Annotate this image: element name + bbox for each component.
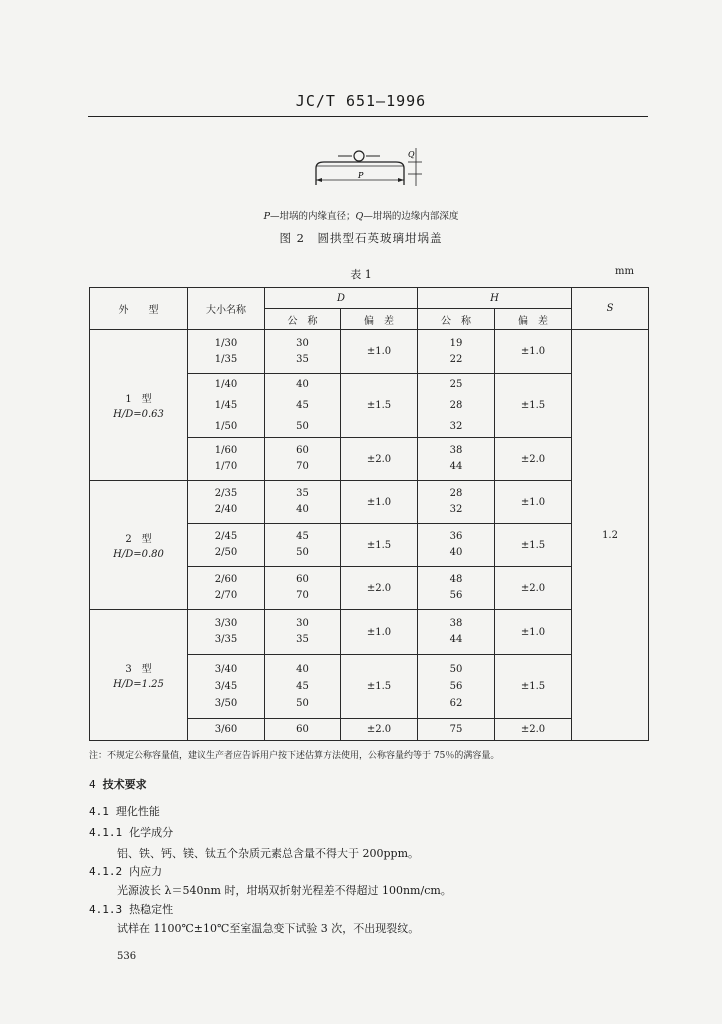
d-nominal-cell: 60 — [296, 574, 309, 585]
h-nominal-cell: 44 — [449, 461, 463, 472]
table-row — [90, 330, 649, 374]
size-cell: 2/40 — [214, 504, 238, 515]
table-unit: mm — [615, 266, 634, 277]
d-nominal-cell: 35 — [296, 634, 309, 645]
d-deviation-cell: ±1.0 — [341, 481, 418, 524]
page-number: 536 — [117, 951, 137, 962]
section-4-1-3-text: 试样在 1100℃±10℃至室温急变下试验 3 次，不出现裂纹。 — [117, 922, 420, 935]
h-deviation-cell: ±1.5 — [495, 655, 572, 719]
section-number: 4.1.3 — [89, 903, 123, 916]
size-cell: 2/70 — [214, 590, 238, 601]
size-cell: 1/50 — [214, 421, 238, 432]
section-title: 热稳定性 — [129, 903, 174, 916]
h-nominal-cell: 19 — [449, 337, 463, 349]
crucible-lid-figure — [300, 140, 430, 192]
legend-p-text: —坩埚的内缘直径； — [270, 211, 356, 222]
h-nominal-cell: 48 — [449, 574, 463, 585]
d-deviation-cell: ±2.0 — [341, 567, 418, 610]
size-cell: 3/40 — [214, 664, 238, 675]
d-nominal-cell: 30 — [296, 337, 309, 349]
header-s: S — [572, 288, 649, 330]
legend-q-text: —坩埚的边缘内部深度 — [363, 211, 459, 222]
size-cell: 1/60 — [214, 445, 238, 456]
type-cell — [90, 481, 188, 610]
d-nominal-cell: 40 — [296, 379, 309, 390]
d-deviation-cell: ±1.5 — [341, 655, 418, 719]
h-deviation-cell: ±1.0 — [495, 610, 572, 655]
table-row — [90, 610, 649, 655]
d-deviation-cell: ±1.5 — [341, 374, 418, 438]
section-title: 化学成分 — [129, 826, 174, 839]
d-nominal-cell: 40 — [296, 664, 309, 675]
header-type: 外 型 — [90, 288, 188, 330]
size-cell: 2/50 — [214, 547, 238, 558]
section-4-heading — [89, 776, 147, 792]
section-4-1-1-text: 铝、铁、钙、镁、钛五个杂质元素总含量不得大于 200ppm。 — [117, 847, 420, 860]
header-d-nominal: 公 称 — [265, 309, 341, 330]
size-cell: 3/30 — [214, 618, 238, 629]
h-nominal-cell: 32 — [449, 504, 463, 515]
d-nominal-cell: 50 — [296, 547, 309, 558]
section-4-1-2-heading — [89, 863, 162, 879]
section-4-1-heading — [89, 803, 160, 819]
s-value-cell: 1.2 — [572, 330, 649, 741]
d-deviation-cell: ±1.0 — [341, 610, 418, 655]
type-name: 3 型 — [125, 664, 152, 675]
h-nominal-cell: 28 — [449, 400, 463, 411]
h-deviation-cell: ±1.0 — [495, 330, 572, 374]
d-deviation-cell: ±2.0 — [341, 438, 418, 481]
d-nominal-cell: 35 — [296, 488, 309, 499]
document-code: JC/T 651—1996 — [295, 92, 427, 110]
h-nominal-cell: 75 — [418, 719, 495, 741]
h-nominal-cell: 32 — [449, 421, 463, 432]
h-nominal-cell: 44 — [449, 634, 463, 645]
q-dimension-label: Q — [408, 150, 415, 159]
type-ratio: H/D=0.63 — [113, 409, 164, 420]
h-deviation-cell: ±1.0 — [495, 481, 572, 524]
header-d: D — [265, 288, 418, 309]
size-cell: 1/40 — [214, 379, 238, 390]
d-nominal-cell: 70 — [296, 461, 309, 472]
type-name: 1 型 — [125, 394, 152, 405]
h-nominal-cell: 40 — [449, 547, 463, 558]
table-note: 注：不规定公称容量值，建议生产者应告诉用户按下述估算方法使用，公称容量约等于 75％的满容量。 — [89, 751, 500, 761]
d-nominal-cell: 30 — [296, 618, 309, 629]
table-row — [90, 481, 649, 524]
section-title: 理化性能 — [115, 805, 160, 818]
h-nominal-cell: 50 — [449, 664, 463, 675]
size-cell: 1/30 — [214, 337, 238, 349]
h-deviation-cell: ±2.0 — [495, 719, 572, 741]
legend-q-symbol: Q — [355, 211, 364, 222]
h-nominal-cell: 28 — [449, 488, 463, 499]
size-cell: 2/60 — [214, 574, 238, 585]
d-nominal-cell: 45 — [296, 400, 309, 411]
h-deviation-cell: ±1.5 — [495, 374, 572, 438]
d-nominal-cell: 50 — [296, 421, 309, 432]
h-nominal-cell: 36 — [449, 531, 463, 542]
section-number: 4.1 — [89, 805, 109, 818]
d-nominal-cell: 45 — [296, 531, 309, 542]
section-number: 4.1.1 — [89, 826, 123, 839]
d-deviation-cell: ±1.5 — [341, 524, 418, 567]
d-nominal-cell: 45 — [296, 681, 309, 692]
type-name: 2 型 — [125, 534, 152, 545]
size-cell: 3/60 — [188, 719, 265, 741]
h-nominal-cell: 56 — [449, 590, 463, 601]
size-cell: 2/35 — [214, 488, 238, 499]
h-nominal-cell: 62 — [449, 698, 463, 709]
d-nominal-cell: 50 — [296, 698, 309, 709]
section-title: 技术要求 — [102, 778, 147, 791]
size-cell: 1/45 — [214, 400, 238, 411]
section-number: 4 — [89, 778, 96, 791]
header-rule — [88, 116, 648, 117]
h-nominal-cell: 22 — [449, 353, 463, 365]
figure-legend — [0, 208, 722, 222]
h-nominal-cell: 56 — [449, 681, 463, 692]
size-cell: 3/45 — [214, 681, 238, 692]
h-deviation-cell: ±2.0 — [495, 567, 572, 610]
section-4-1-2-text: 光源波长 λ＝540nm 时，坩埚双折射光程差不得超过 100nm/cm。 — [117, 884, 452, 897]
d-nominal-cell: 40 — [296, 504, 309, 515]
h-nominal-cell: 25 — [449, 379, 463, 390]
d-deviation-cell: ±1.0 — [341, 330, 418, 374]
h-deviation-cell: ±2.0 — [495, 438, 572, 481]
d-nominal-cell: 60 — [296, 445, 309, 456]
dimension-table — [89, 287, 649, 741]
table-title: 表 1 — [350, 268, 372, 281]
size-cell: 1/70 — [214, 461, 238, 472]
header-d-deviation: 偏 差 — [341, 309, 418, 330]
h-deviation-cell: ±1.5 — [495, 524, 572, 567]
d-nominal-cell: 60 — [265, 719, 341, 741]
size-cell: 2/45 — [214, 531, 238, 542]
figure-title: 图 2 圆拱型石英玻璃坩埚盖 — [279, 231, 443, 245]
type-ratio: H/D=1.25 — [113, 679, 164, 690]
p-dimension-label: P — [358, 171, 364, 180]
type-cell — [90, 330, 188, 481]
header-h-deviation: 偏 差 — [495, 309, 572, 330]
section-4-1-1-heading — [89, 824, 173, 840]
section-title: 内应力 — [129, 865, 163, 878]
header-h-nominal: 公 称 — [418, 309, 495, 330]
header-h: H — [418, 288, 572, 309]
size-cell: 3/50 — [214, 698, 238, 709]
section-number: 4.1.2 — [89, 865, 123, 878]
type-cell — [90, 610, 188, 741]
header-size-name: 大小名称 — [188, 288, 265, 330]
legend-p-symbol: P — [263, 211, 271, 222]
h-nominal-cell: 38 — [449, 445, 463, 456]
d-deviation-cell: ±2.0 — [341, 719, 418, 741]
h-nominal-cell: 38 — [449, 618, 463, 629]
size-cell: 1/35 — [214, 353, 238, 365]
d-nominal-cell: 70 — [296, 590, 309, 601]
d-nominal-cell: 35 — [296, 353, 309, 365]
type-ratio: H/D=0.80 — [113, 549, 164, 560]
size-cell: 3/35 — [214, 634, 238, 645]
section-4-1-3-heading — [89, 901, 173, 917]
